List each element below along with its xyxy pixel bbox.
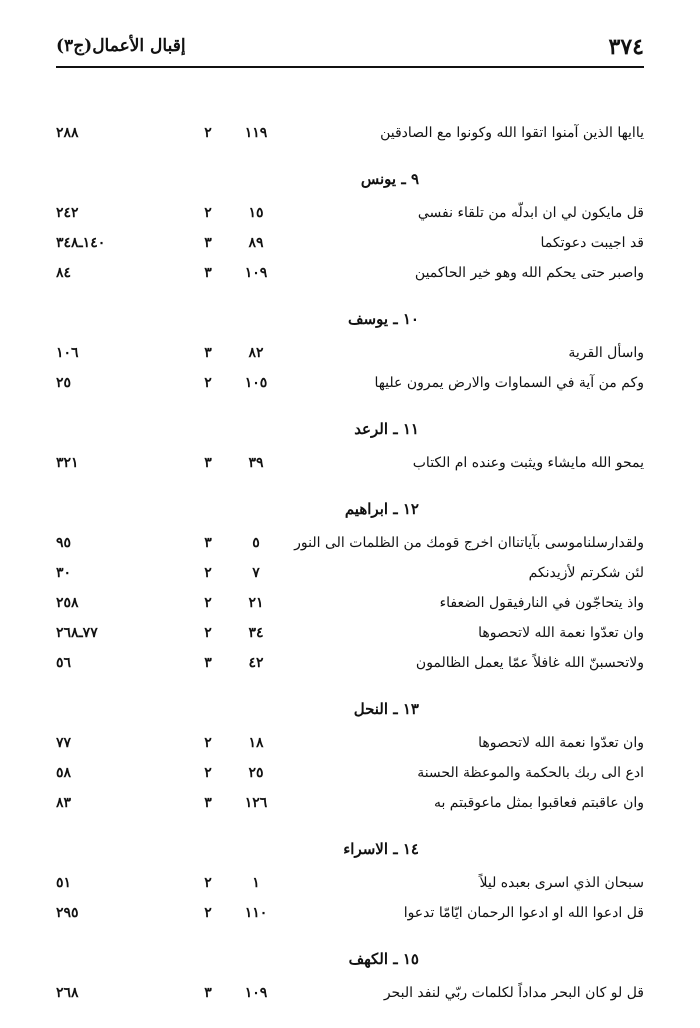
verse-text: وان عاقبتم فعاقبوا بمثل ماعوقبتم به (433, 795, 644, 811)
ayah-number: ٤٢ (248, 655, 264, 671)
index-row (56, 198, 644, 228)
index-row (56, 868, 644, 898)
volume-number: ٣ (204, 345, 212, 361)
volume-number: ٣ (204, 985, 212, 1001)
index-row (56, 898, 644, 928)
volume-number: ٢ (204, 565, 212, 581)
volume-number: ٢ (204, 875, 212, 891)
volume-number: ٣ (204, 455, 212, 471)
volume-number: ٣ (204, 795, 212, 811)
index-row (56, 758, 644, 788)
verse-text: ولقدارسلناموسى بآياتناان اخرج قومك من الظلمات الى النور (294, 535, 644, 551)
page-reference: ٨٣ (56, 795, 72, 811)
page-reference: ٨٤ (56, 265, 72, 281)
page-reference: ٢٥ (56, 375, 72, 391)
index-row (56, 728, 644, 758)
volume-number: ٢ (204, 905, 212, 921)
index-row (56, 528, 644, 558)
verse-text: واذ يتحاجّون في النارفيقول الضعفاء (439, 595, 644, 611)
volume-number: ٢ (204, 125, 212, 141)
verse-text: لئن شكرتم لأزيدنكم (528, 565, 644, 581)
ayah-number: ٣٩ (248, 455, 264, 471)
surah-title: ٩ ـ يونس (360, 170, 419, 188)
verse-text: قد اجيبت دعوتكما (540, 235, 644, 251)
surah-title: ١٠ ـ يوسف (348, 310, 419, 328)
page-reference: ٩٥ (56, 535, 72, 551)
page-header (56, 30, 644, 70)
index-row (56, 788, 644, 818)
index-row (56, 338, 644, 368)
index-row (56, 648, 644, 678)
verse-text: ياايها الذين آمنوا اتقوا الله وكونوا مع الصادقين (380, 125, 644, 141)
ayah-number: ٢٥ (248, 765, 264, 781)
page-reference: ١٤٠ـ٣٤٨ (56, 235, 106, 251)
index-row (56, 978, 644, 1008)
verse-text: ولاتحسبنّ الله غافلاً عمّا يعمل الظالمون (415, 655, 644, 671)
surah-section (56, 418, 644, 478)
volume-number: ٣ (204, 265, 212, 281)
surah-section (56, 118, 644, 148)
surah-section (56, 948, 644, 1008)
page-reference: ٣٠ (56, 565, 72, 581)
page-reference: ٢٩٥ (56, 905, 79, 921)
surah-section (56, 838, 644, 928)
ayah-number: ٨٩ (248, 235, 264, 251)
verse-text: سبحان الذي اسرى بعبده ليلاً (479, 875, 644, 891)
index-row (56, 228, 644, 258)
verse-text: ادع الى ربك بالحكمة والموعظة الحسنة (417, 765, 644, 781)
volume-number: ٢ (204, 595, 212, 611)
page-number: ٣٧٤ (608, 34, 644, 60)
ayah-number: ١٢٦ (244, 795, 268, 811)
verse-text: قل ادعوا الله او ادعوا الرحمان ايّامّا تدعوا (403, 905, 644, 921)
surah-section (56, 498, 644, 678)
ayah-number: ١٠٩ (244, 265, 268, 281)
verse-text: قل مايكون لي ان ابدلّه من تلقاء نفسي (417, 205, 644, 221)
ayah-number: ١٨ (248, 735, 264, 751)
verse-text: واصبر حتى يحكم الله وهو خير الحاكمين (414, 265, 644, 281)
surah-title: ١٣ ـ النحل (353, 700, 419, 718)
surah-title: ١١ ـ الرعد (354, 420, 419, 438)
page-reference: ٣٢١ (56, 455, 79, 471)
ayah-number: ١٠٥ (244, 375, 268, 391)
page-reference: ٢٤٢ (56, 205, 79, 221)
ayah-number: ٧ (252, 565, 260, 581)
ayah-number: ٥ (252, 535, 260, 551)
page-reference: ٢٨٨ (56, 125, 79, 141)
ayah-number: ١١٠ (244, 905, 268, 921)
volume-number: ٢ (204, 625, 212, 641)
index-row (56, 258, 644, 288)
ayah-number: ١١٩ (244, 125, 268, 141)
index-table (56, 118, 644, 1028)
surah-title: ١٢ ـ ابراهيم (344, 500, 419, 518)
header-divider (56, 66, 644, 68)
index-row (56, 368, 644, 398)
verse-text: وان تعدّوا نعمة الله لاتحصوها (478, 735, 644, 751)
surah-section (56, 698, 644, 818)
ayah-number: ٢١ (248, 595, 264, 611)
volume-number: ٣ (204, 655, 212, 671)
index-row (56, 588, 644, 618)
verse-text: قل لو كان البحر مداداً لكلمات ربّي لنفد البحر (383, 985, 644, 1001)
volume-number: ٣ (204, 535, 212, 551)
verse-text: وكم من آية في السماوات والارض يمرون عليها (374, 375, 644, 391)
volume-number: ٣ (204, 235, 212, 251)
ayah-number: ١٠٩ (244, 985, 268, 1001)
page-reference: ٢٥٨ (56, 595, 79, 611)
surah-title: ١٤ ـ الاسراء (343, 840, 419, 858)
index-row (56, 558, 644, 588)
volume-number: ٢ (204, 205, 212, 221)
page-reference: ٧٧ـ٢٦٨ (56, 625, 98, 641)
index-row (56, 448, 644, 478)
verse-text: وان تعدّوا نعمة الله لاتحصوها (478, 625, 644, 641)
volume-number: ٢ (204, 375, 212, 391)
page-reference: ٥٨ (56, 765, 72, 781)
ayah-number: ١٥ (248, 205, 264, 221)
verse-text: واسأل القرية (568, 345, 644, 361)
surah-section (56, 308, 644, 398)
page-reference: ٥٦ (56, 655, 72, 671)
ayah-number: ٣٤ (248, 625, 264, 641)
volume-number: ٢ (204, 735, 212, 751)
index-row (56, 618, 644, 648)
verse-text: يمحو الله مايشاء ويثبت وعنده ام الكتاب (412, 455, 644, 471)
volume-number: ٢ (204, 765, 212, 781)
page-reference: ٢٦٨ (56, 985, 79, 1001)
page-reference: ٥١ (56, 875, 72, 891)
surah-section (56, 168, 644, 288)
ayah-number: ١ (252, 875, 260, 891)
ayah-number: ٨٢ (248, 345, 264, 361)
surah-title: ١٥ ـ الكهف (348, 950, 419, 968)
index-row (56, 118, 644, 148)
page-reference: ٧٧ (56, 735, 72, 751)
book-title: إقبال الأعمال(ج٣) (56, 36, 186, 56)
page-reference: ١٠٦ (56, 345, 79, 361)
